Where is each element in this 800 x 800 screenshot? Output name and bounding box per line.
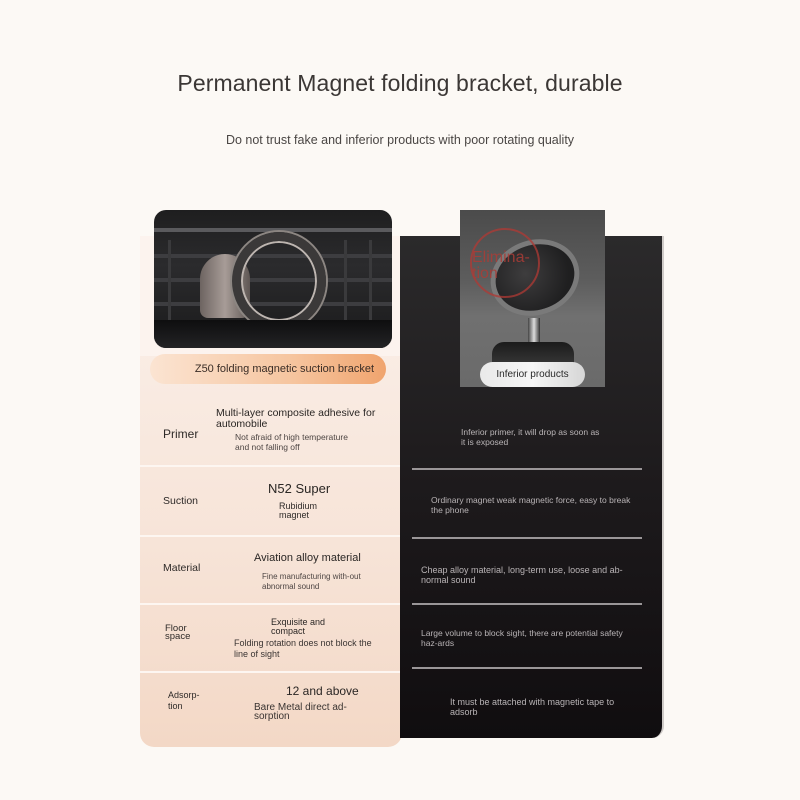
spec-main-floor-space: Exquisite and compact — [271, 617, 326, 636]
inferior-product-label: Inferior products — [480, 362, 585, 387]
inferior-product-photo — [460, 210, 605, 387]
spec-sub-floor-space: Folding rotation does not block the line of sight — [234, 638, 372, 659]
inferior-spec-primer: Inferior primer, it will drop as soon as it is exposed — [461, 427, 600, 447]
spec-main-material: Aviation alloy material — [254, 552, 361, 564]
spec-label-adsorption: Adsorp-tion — [168, 690, 200, 711]
spec-main-adsorption: 12 and above — [286, 684, 359, 698]
spec-sub-material: Fine manufacturing with-out abnormal sound — [262, 572, 361, 591]
spec-sub-suction: Rubidium magnet — [279, 501, 318, 520]
spec-main-primer: Multi-layer composite adhesive for automobile — [216, 407, 376, 430]
elimination-stamp-text: Elimina-tion — [472, 249, 530, 282]
dark-row-divider — [412, 667, 642, 669]
spec-main-suction: N52 Super — [268, 481, 331, 496]
product-name-label: Z50 folding magnetic suction bracket — [150, 354, 386, 384]
dark-row-divider — [412, 537, 642, 539]
spec-sub-primer: Not afraid of high temperature and not falling off — [235, 432, 348, 452]
magnetic-ring — [232, 232, 326, 330]
page-title: Permanent Magnet folding bracket, durable — [177, 70, 623, 96]
inferior-spec-floor-space: Large volume to block sight, there are potential safety haz-ards — [421, 628, 623, 648]
page-subtitle: Do not trust fake and inferior products with poor rotating quality — [225, 133, 575, 147]
inferior-spec-adsorption: It must be attached with magnetic tape to adsorb — [450, 697, 615, 717]
spec-label-primer: Primer — [163, 427, 199, 441]
vent-bar — [344, 240, 347, 320]
row-divider — [140, 535, 402, 537]
row-divider — [140, 603, 402, 605]
vent-bar — [168, 240, 171, 320]
spec-label-suction: Suction — [163, 495, 199, 507]
dark-row-divider — [412, 468, 642, 470]
spec-label-material: Material — [163, 562, 201, 574]
dark-row-divider — [412, 603, 642, 605]
spec-label-floor-space: Floor space — [165, 623, 191, 642]
inferior-spec-suction: Ordinary magnet weak magnetic force, easy to break the phone — [431, 495, 631, 515]
dashboard — [154, 320, 392, 348]
vent-bar — [369, 240, 372, 320]
inferior-spec-material: Cheap alloy material, long-term use, loose and ab-normal sound — [421, 565, 623, 585]
spec-sub-adsorption: Bare Metal direct ad-sorption — [254, 702, 347, 722]
row-divider — [140, 465, 402, 467]
product-photo — [154, 210, 392, 348]
row-divider — [140, 671, 402, 673]
